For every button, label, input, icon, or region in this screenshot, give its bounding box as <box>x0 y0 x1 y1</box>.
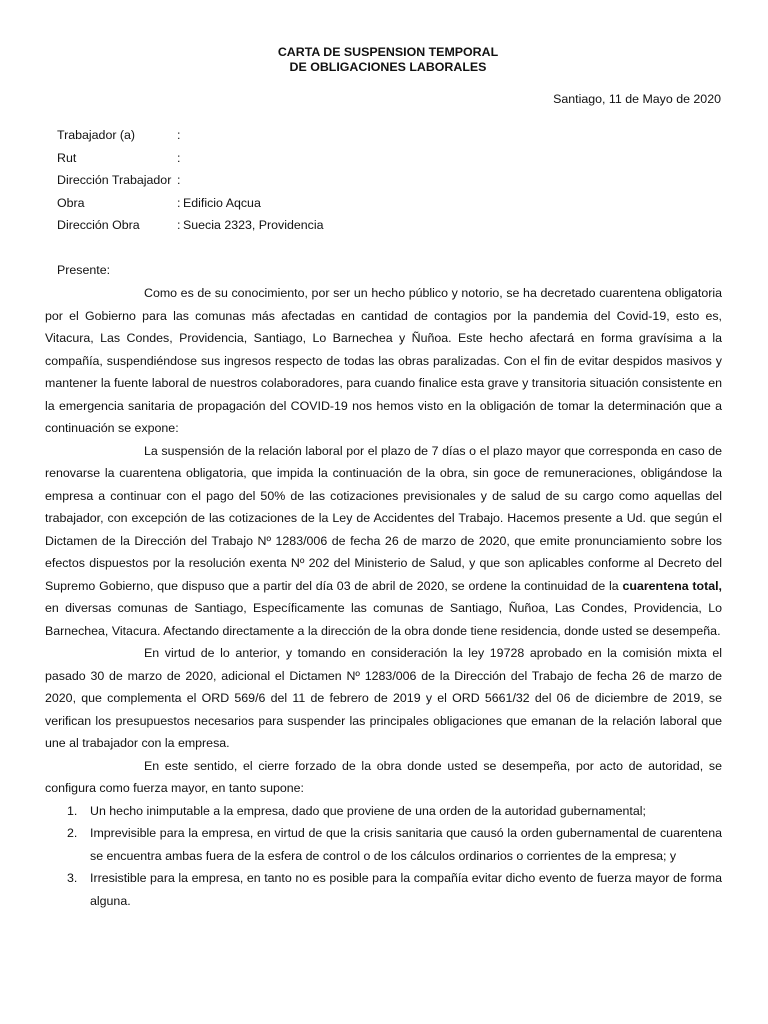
info-value: Edificio Aqcua <box>183 195 261 210</box>
paragraph-2-text: La suspensión de la relación laboral por el plazo de 7 días o el plazo mayor que corresponda en caso de renovarse la cuarentena obligatoria, que impida la continuación de la obra, sin goce de remuneraciones, obligándose la empresa a continuar con el pago del 50% de las cotizaciones previsionales y de salud de su cargo como aquellas del trabajador, con excepción de las cotizaciones de la Ley de Accidentes del Trabajo. Hacemos presente a Ud. que según el Dictamen de la Dirección del Trabajo Nº 1283/006 de fecha 26 de marzo de 2020, que emite pronunciamiento sobre los efectos dispuestos por la resolución exenta Nº 202 del Ministerio de Salud, y que son aplicables conforme al Decreto del Supremo Gobierno, que dispuso que a partir del día 03 de abril de 2020, se ordene la continuidad de la <box>45 443 722 593</box>
info-label: Trabajador (a) <box>57 128 136 142</box>
info-label: Obra <box>57 195 85 210</box>
list-text: Un hecho inimputable a la empresa, dado que proviene de una orden de la autoridad gubernamental; <box>90 803 646 818</box>
list-text: Irresistible para la empresa, en tanto no es posible para la compañía evitar dicho evento de fuerza mayor de forma alguna. <box>90 871 722 908</box>
info-row <box>57 127 324 150</box>
info-row <box>57 172 324 195</box>
title-line-2: DE OBLIGACIONES LABORALES <box>289 60 487 74</box>
list-number: 3. <box>67 871 78 885</box>
list-item <box>45 867 722 912</box>
paragraph-4: En este sentido, el cierre forzado de la obra donde usted se desempeña, por acto de autoridad, se configura como fuerza mayor, en tanto supone: <box>45 758 722 795</box>
paragraph-3: En virtud de lo anterior, y tomando en consideración la ley 19728 aprobado en la comisión mixta el pasado 30 de marzo de 2020, adicional el Dictamen Nº 1283/006 de la Dirección del Trabajo de fecha 26 de marzo de 2020, que complementa el ORD 569/6 del 11 de febrero de 2019 y el ORD 5661/32 del 06 de diciembre de 2019, se verifican los presupuestos necesarios para suspender las principales obligaciones que emanan de la relación laboral que une al trabajador con la empresa. <box>45 646 722 750</box>
letter-date: Santiago, 11 de Mayo de 2020 <box>553 92 721 106</box>
recipient-info <box>57 127 324 240</box>
list-item <box>45 822 722 867</box>
force-majeure-list <box>45 800 722 913</box>
info-colon: : <box>177 218 181 232</box>
info-colon: : <box>177 173 181 187</box>
info-label: Dirección Trabajador <box>57 173 172 187</box>
list-text: Imprevisible para la empresa, en virtud de que la crisis sanitaria que causó la orden gubernamental de cuarentena se encuentra ambas fuera de la esfera de control o de los cálculos ordinarios o corrientes de la empresa; y <box>90 826 722 863</box>
info-colon: : <box>177 195 181 210</box>
info-label: Dirección Obra <box>57 218 140 232</box>
list-number: 1. <box>67 803 78 818</box>
title-line-1: CARTA DE SUSPENSION TEMPORAL <box>277 45 499 59</box>
info-label: Rut <box>57 150 77 165</box>
info-colon: : <box>177 150 181 165</box>
list-number: 2. <box>67 826 78 840</box>
paragraph-2-text-end: en diversas comunas de Santiago, Específicamente las comunas de Santiago, Ñuñoa, Las Condes, Providencia, Lo Barnechea, Vitacura. Afectando directamente a la dirección de la obra donde tiene residencia, donde usted se desempeña. <box>45 601 722 638</box>
info-row <box>57 150 324 173</box>
paragraph-2-bold: cuarentena total, <box>622 578 722 593</box>
info-row <box>57 217 324 240</box>
list-item <box>45 800 722 823</box>
letter-body <box>45 282 722 912</box>
paragraph-1: Como es de su conocimiento, por ser un hecho público y notorio, se ha decretado cuarentena obligatoria por el Gobierno para las comunas más afectadas en cantidad de contagios por la pandemia del Covid-19, esto es, Vitacura, Las Condes, Providencia, Santiago, Lo Barnechea y Ñuñoa. Este hecho afectará en forma gravísima a la compañía, suspendiéndose sus ingresos respecto de todas las obras paralizadas. Con el fin de evitar despidos masivos y mantener la fuente laboral de nuestros colaboradores, para cuando finalice esta grave y transitoria situación consistente en la emergencia sanitaria de propagación del COVID-19 nos hemos visto en la obligación de tomar la determinación que a continuación se expone: <box>45 286 722 435</box>
info-row <box>57 195 324 218</box>
salutation: Presente: <box>57 263 111 277</box>
info-value: Suecia 2323, Providencia <box>183 218 324 232</box>
document-title <box>0 45 768 75</box>
info-colon: : <box>177 128 181 142</box>
paragraph-2 <box>45 440 722 643</box>
